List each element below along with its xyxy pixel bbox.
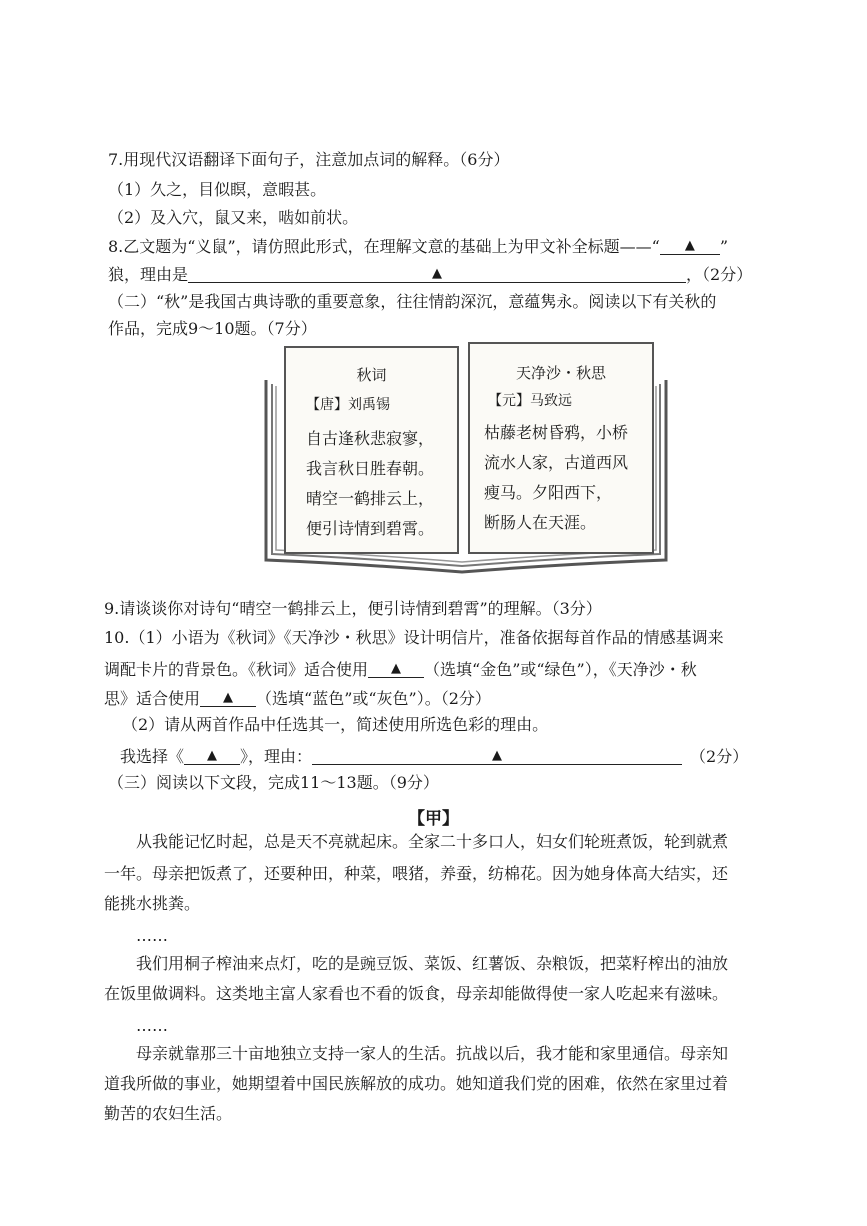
poem-1-line: 我言秋日胜春朝。	[306, 459, 435, 478]
poem-1-line: 晴空一鹤排云上，	[306, 489, 435, 508]
q8-line-1-text: 8.乙文题为“义鼠”，请仿照此形式，在理解文意的基础上为甲文补全标题——“	[108, 237, 660, 256]
poem-2-line: 断肠人在天涯。	[484, 513, 597, 532]
q10-color-blank-2[interactable]	[200, 688, 256, 707]
q10-color-blank-1[interactable]	[368, 659, 424, 678]
q10-part-2: （2）请从两首作品中任选其一，简述使用所选色彩的理由。	[122, 715, 549, 734]
q10-line-2-b: （选填“金色”或“绿色”），《天净沙・秋	[424, 660, 697, 679]
q10-blank-mark: ▲	[391, 661, 402, 676]
poem-2-line: 流水人家，古道西风	[484, 453, 629, 472]
passage-p3-line: 母亲就靠那三十亩地独立支持一家人的生活。抗战以后，我才能和家里通信。母亲知	[136, 1044, 729, 1063]
q8-title-blank-mark: ▲	[684, 238, 695, 253]
poem-1-line: 便引诗情到碧霄。	[306, 519, 435, 538]
q8-line-1-end: ”	[719, 237, 728, 256]
poem-2-title: 天净沙・秋思	[515, 364, 606, 382]
passage-ellipsis: ……	[136, 1016, 168, 1035]
passage-p2-line: 在饭里做调料。这类地主富人家看也不看的饭食，母亲却能做得使一家人吃起来有滋味。	[104, 984, 729, 1003]
passage-p1-line: 从我能记忆时起，总是天不亮就起床。全家二十多口人，妇女们轮班煮饭，轮到就煮	[136, 832, 729, 851]
q10-line-2	[104, 659, 697, 678]
q7-sentence-1: （1）久之，目似瞑，意暇甚。	[108, 180, 327, 199]
section2-intro-1: （二）“秋”是我国古典诗歌的重要意象，往往情韵深沉，意蕴隽永。阅读以下有关秋的	[108, 292, 717, 311]
poem-2-page	[468, 342, 654, 554]
q8-line-1	[108, 236, 728, 255]
q8-title-blank[interactable]	[660, 236, 720, 255]
q10-blank-mark: ▲	[492, 748, 503, 763]
q10-blank-mark: ▲	[207, 748, 218, 763]
passage-p1-line: 能挑水挑粪。	[104, 894, 201, 913]
q7-sentence-2: （2）及入穴，鼠又来，啮如前状。	[108, 208, 359, 227]
poem-1-page	[284, 346, 459, 554]
q10-line-1: 10.（1）小语为《秋词》《天净沙・秋思》设计明信片，准备依据每首作品的情感基调来	[104, 628, 724, 647]
passage-ellipsis: ……	[136, 926, 168, 945]
q8-line-2-end: ，（2分）	[686, 265, 753, 284]
q10-choose-a: 我选择《	[120, 747, 185, 766]
q10-choice-blank[interactable]	[184, 746, 240, 765]
q10-choose-b: 》，理由：	[240, 747, 313, 766]
q8-reason-blank[interactable]	[188, 264, 686, 283]
poem-2-author: 【元】马致远	[488, 393, 572, 409]
poem-2-line: 瘦马。夕阳西下，	[484, 483, 613, 502]
q10-line-3-b: （选填“蓝色”或“灰色”）。（2分）	[256, 689, 491, 708]
passage-p3-line: 道我所做的事业，她期望着中国民族解放的成功。她知道我们党的困难，依然在家里过着	[104, 1074, 729, 1093]
q10-blank-mark: ▲	[223, 690, 234, 705]
q8-reason-blank-mark: ▲	[432, 266, 443, 281]
passage-p2-line: 我们用桐子榨油来点灯，吃的是豌豆饭、菜饭、红薯饭、杂粮饭，把菜籽榨出的油放	[136, 954, 729, 973]
poem-1-title: 秋词	[356, 366, 387, 384]
section3-intro: （三）阅读以下文段，完成11～13题。（9分）	[108, 773, 439, 792]
poem-1-line: 自古逢秋悲寂寥，	[306, 429, 435, 448]
q10-choose-end: （2分）	[690, 747, 749, 766]
q10-line-3-a: 思》适合使用	[104, 689, 201, 708]
q7-stem: 7.用现代汉语翻译下面句子，注意加点词的解释。（6分）	[108, 150, 510, 169]
q10-choose-line	[120, 746, 748, 765]
passage-p3-line: 勤苦的农妇生活。	[104, 1104, 233, 1123]
passage-p1-line: 一年。母亲把饭煮了，还要种田，种菜，喂猪，养蚕，纺棉花。因为她身体高大结实，还	[104, 864, 729, 883]
section2-intro-2: 作品，完成9～10题。（7分）	[108, 319, 317, 338]
passage-jia-heading: 【甲】	[408, 809, 459, 829]
poem-book-illustration	[262, 338, 670, 578]
q8-line-2	[108, 264, 752, 283]
q10-line-3	[104, 688, 491, 707]
q10-line-2-a: 调配卡片的背景色。《秋词》适合使用	[104, 660, 369, 679]
q9-text: 9.请谈谈你对诗句“晴空一鹤排云上，便引诗情到碧霄”的理解。（3分）	[104, 599, 602, 618]
q10-reason-blank[interactable]	[312, 746, 682, 765]
poem-2-line: 枯藤老树昏鸦，小桥	[484, 423, 629, 442]
q8-line-2-start: 狼，理由是	[108, 265, 189, 284]
poem-1-author: 【唐】刘禹锡	[306, 397, 390, 413]
